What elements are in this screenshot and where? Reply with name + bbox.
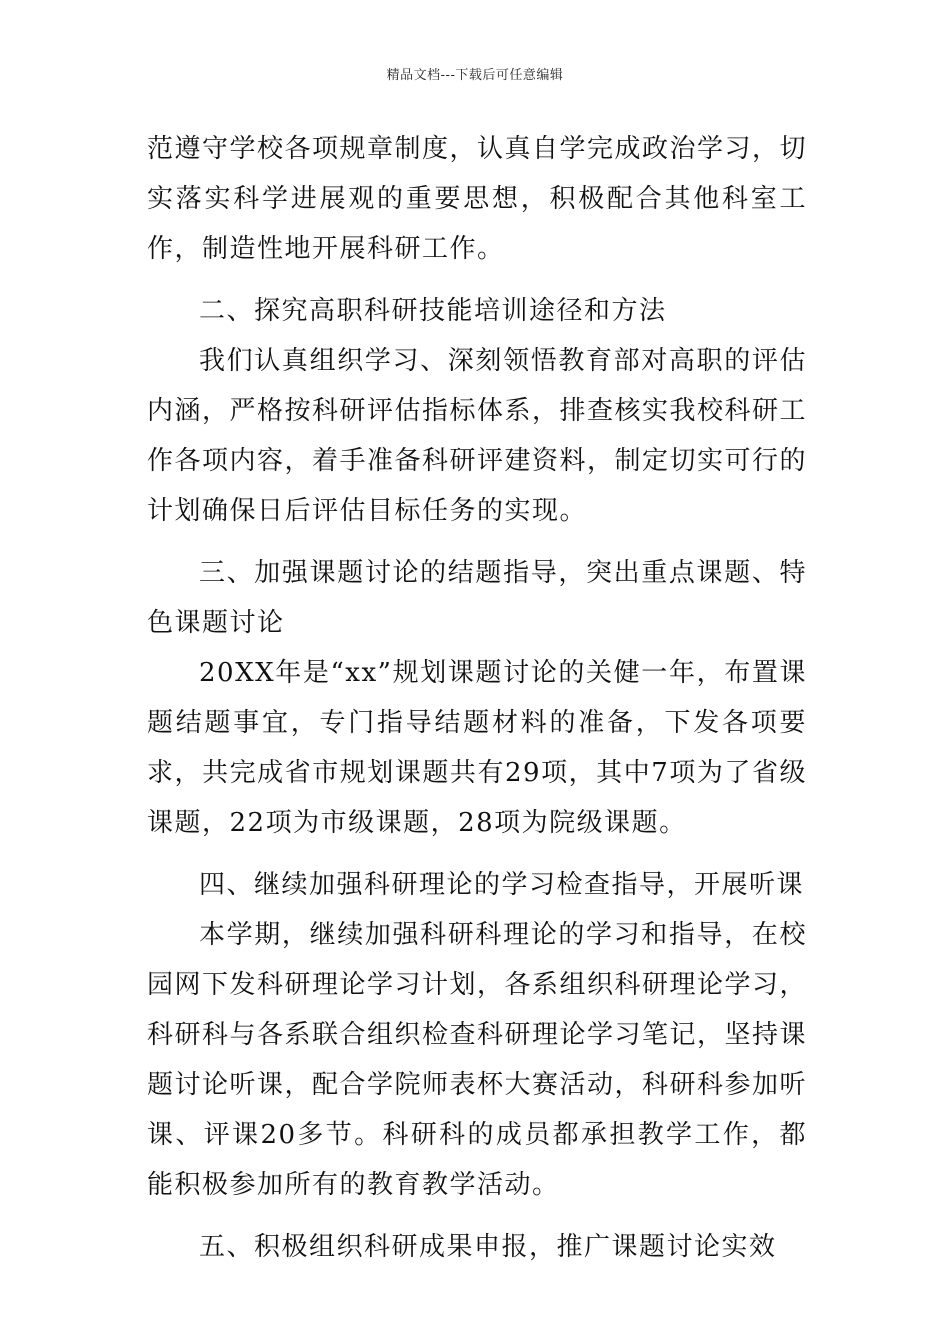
- paragraph-gap: [147, 1210, 807, 1222]
- page-header: 精品文档---下载后可任意编辑: [386, 68, 564, 83]
- paragraph-continuation: 范遵守学校各项规章制度，认真自学完成政治学习，切实落实科学进展观的重要思想，积极配合其他科室工作，制造性地开展科研工作。: [147, 134, 808, 264]
- paragraph-gap: [147, 536, 807, 548]
- section-heading-5: 五、积极组织科研成果申报，推广课题讨论实效: [199, 1232, 777, 1262]
- section-heading-3: 三、加强课题讨论的结题指导，突出重点课题、特色课题讨论: [147, 558, 807, 638]
- section-heading-2: 二、探究高职科研技能培训途径和方法: [199, 296, 667, 326]
- paragraph-section-2: 我们认真组织学习、深刻领悟教育部对高职的评估内涵，严格按科研评估指标体系，排查核实我校科研工作各项内容，着手准备科研评建资料，制定切实可行的计划确保日后评估目标任务的实现。: [147, 346, 808, 526]
- section-heading-4: 四、继续加强科研理论的学习检查指导，开展听课: [199, 870, 805, 900]
- document-body: [147, 124, 807, 1272]
- paragraph-section-3: 20XX年是“xx”规划课题讨论的关健一年，布置课题结题事宜，专门指导结题材料的准备，下发各项要求，共完成省市规划课题共有29项，其中7项为了省级课题，22项为市级课题，28项为院级课题。: [147, 658, 807, 838]
- paragraph-gap: [147, 848, 807, 860]
- paragraph-section-4: 本学期，继续加强科研科理论的学习和指导，在校园网下发科研理论学习计划，各系组织科研理论学习，科研科与各系联合组织检查科研理论学习笔记，坚持课题讨论听课，配合学院师表杯大赛活动，科研科参加听课、评课20多节。科研科的成员都承担教学工作，都能积极参加所有的教育教学活动。: [147, 920, 808, 1200]
- paragraph-gap: [147, 274, 807, 286]
